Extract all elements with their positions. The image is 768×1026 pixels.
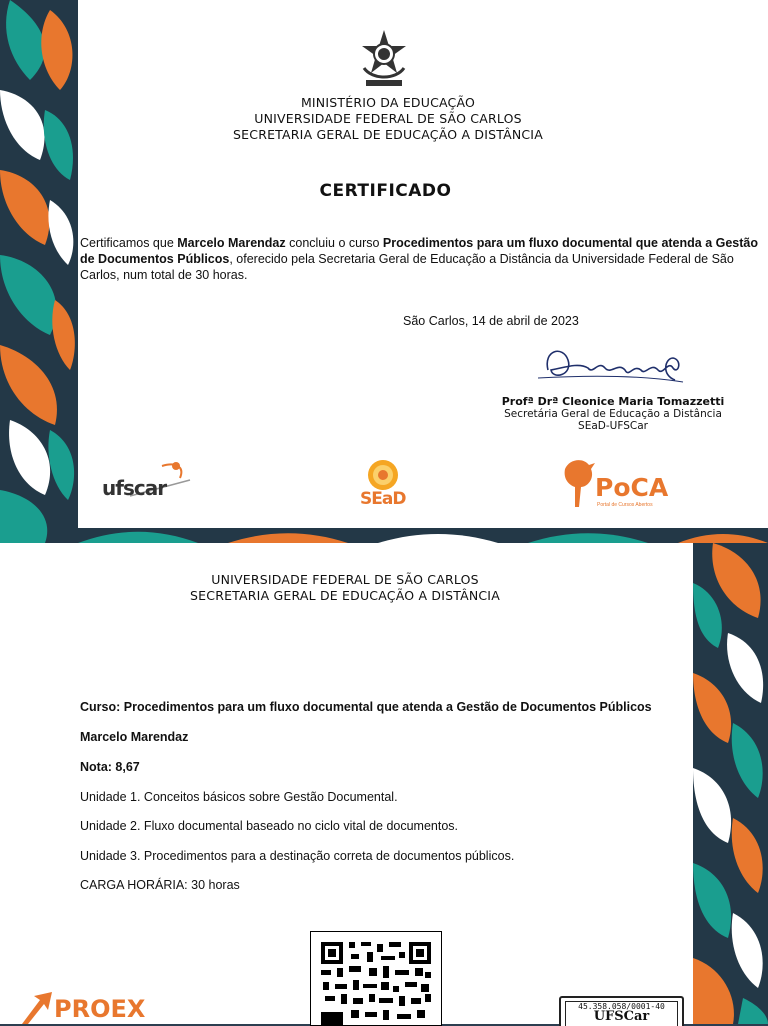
- signatory-name: Profª Drª Cleonice Maria Tomazzetti: [501, 395, 725, 408]
- certificate-body: [80, 235, 760, 283]
- poca-logo-text: PoCA: [595, 473, 669, 502]
- unit-item-2: Unidade 2. Fluxo documental baseado no ciclo vital de documentos.: [80, 819, 459, 833]
- unit-item-3: Unidade 3. Procedimentos para a destinação correta de documentos públicos.: [80, 849, 515, 863]
- signatory-role: Secretária Geral de Educação a Distância: [504, 408, 722, 420]
- back-header-secretariat: SECRETARIA GERAL DE EDUCAÇÃO A DISTÂNCIA: [190, 588, 500, 603]
- body-rest: , oferecido pela Secretaria Geral de Educação a Distância da Universidade Federal de São Carlos, num total de 30 horas.: [80, 252, 734, 282]
- back-grade: Nota: 8,67: [80, 760, 140, 774]
- proex-logo-text: PROEX: [54, 995, 146, 1023]
- handwritten-signature: [533, 340, 693, 390]
- back-header-university: UNIVERSIDADE FEDERAL DE SÃO CARLOS: [211, 572, 479, 587]
- decorative-border-left: [0, 0, 78, 543]
- student-name: Marcelo Marendaz: [177, 236, 286, 250]
- poca-logo-subtitle: Portal de Cursos Abertos: [597, 502, 653, 508]
- sead-logo: [358, 458, 408, 513]
- sead-logo-text: SEaD: [360, 489, 406, 509]
- ufscar-logo: [100, 458, 205, 510]
- poca-logo: [561, 455, 671, 513]
- unit-item-1: Unidade 1. Conceitos básicos sobre Gestão Documental.: [80, 790, 398, 804]
- place-date: São Carlos, 14 de abril de 2023: [403, 314, 579, 328]
- stamp-cnpj: 45.358.058/0001-40: [578, 1002, 665, 1011]
- certificate-back: [0, 543, 693, 1024]
- back-workload: CARGA HORÁRIA: 30 horas: [80, 878, 240, 892]
- back-course-line: Curso: Procedimentos para um fluxo documental que atenda a Gestão de Documentos Públicos: [80, 700, 652, 714]
- signatory-unit: SEaD-UFSCar: [578, 420, 648, 432]
- decorative-border-right: [693, 543, 768, 1024]
- header-line-university: UNIVERSIDADE FEDERAL DE SÃO CARLOS: [254, 111, 522, 126]
- back-student-name: Marcelo Marendaz: [80, 730, 189, 744]
- coat-of-arms-emblem: [358, 28, 410, 90]
- certificate-title: CERTIFICADO: [319, 181, 452, 201]
- ufscar-cnpj-stamp: [559, 996, 684, 1026]
- verification-qr-code[interactable]: [310, 931, 442, 1026]
- course-name: Procedimentos para um fluxo documental que atenda a Gestão de Documentos Públicos: [80, 236, 759, 266]
- body-intro: Certificamos que: [80, 236, 178, 250]
- header-institution: [158, 95, 618, 143]
- stamp-name: UFSCar: [593, 1009, 650, 1024]
- decorative-strip-middle: [78, 528, 768, 543]
- header-line-secretariat: SECRETARIA GERAL DE EDUCAÇÃO A DISTÂNCIA: [233, 127, 543, 142]
- body-middle: concluiu o curso: [285, 236, 383, 250]
- proex-logo: [18, 990, 148, 1024]
- certificate-front: [78, 0, 768, 528]
- ufscar-logo-text: ufscar: [102, 476, 167, 500]
- signature-block: [483, 396, 743, 432]
- back-header: [165, 572, 525, 604]
- header-line-ministry: MINISTÉRIO DA EDUCAÇÃO: [300, 95, 476, 110]
